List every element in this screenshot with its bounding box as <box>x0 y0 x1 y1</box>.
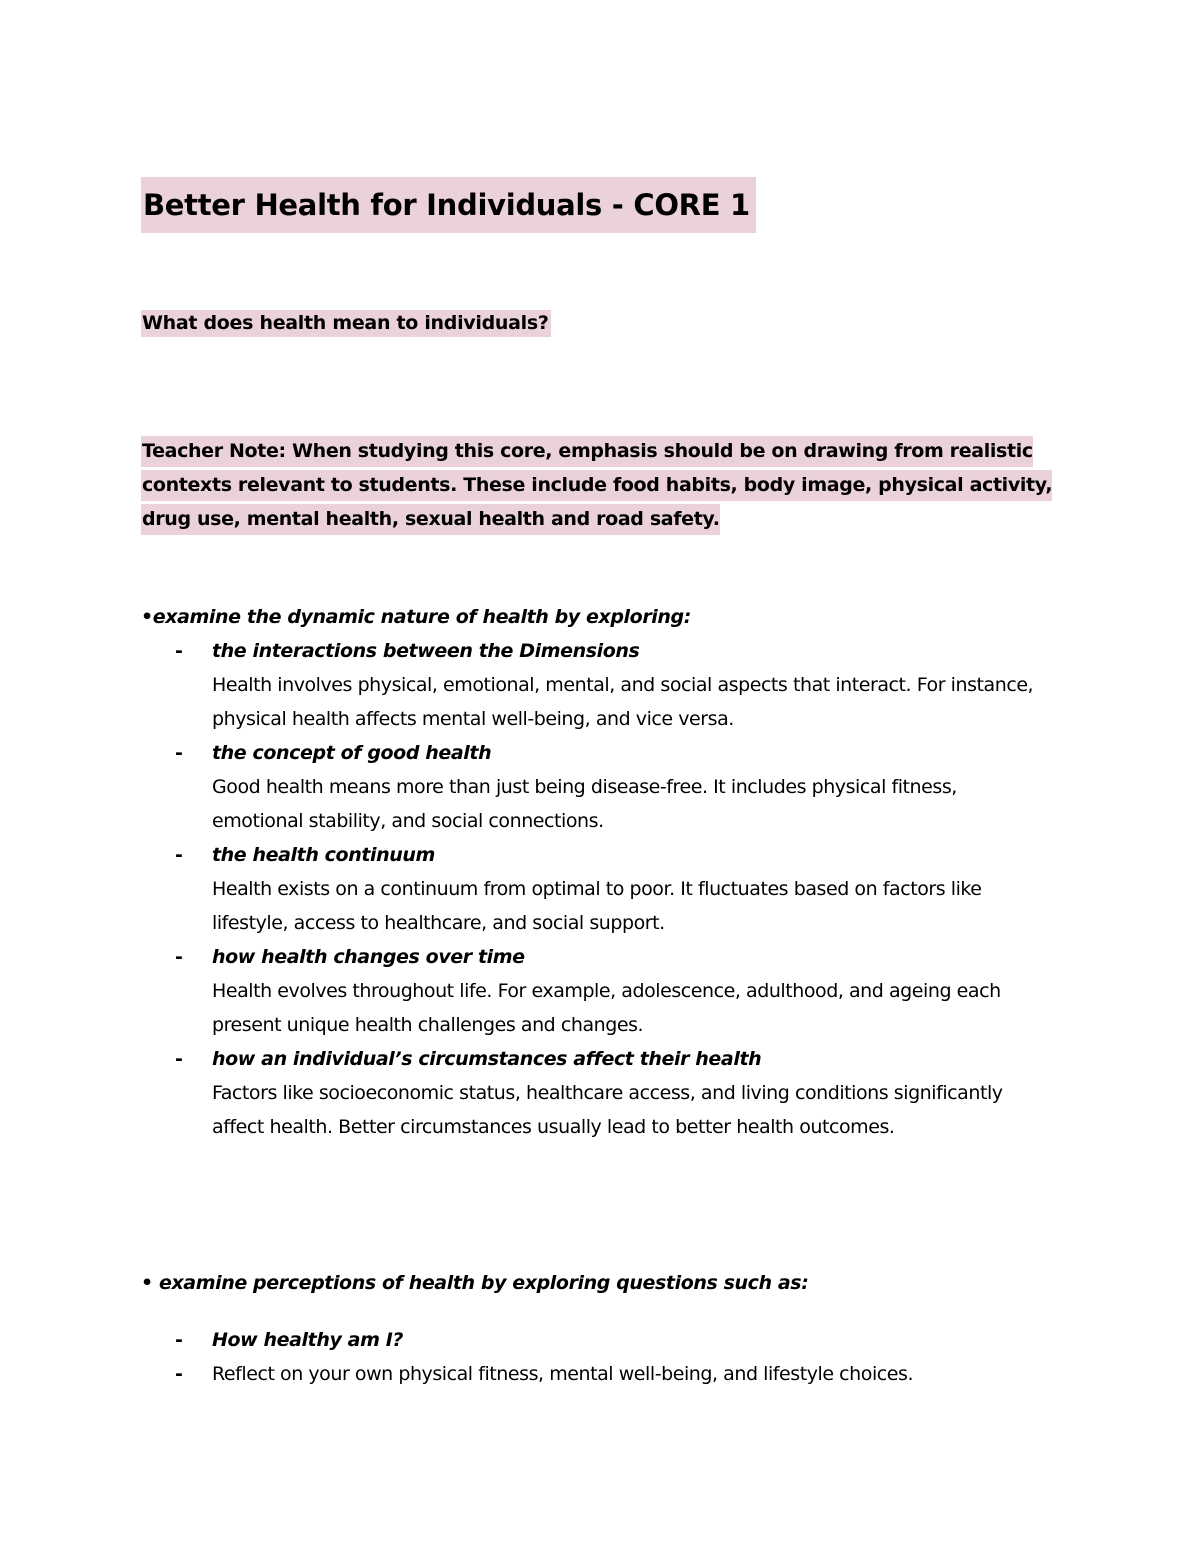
list-dash: - <box>175 1363 183 1385</box>
section-2-list <box>173 1323 1053 1391</box>
section-2-heading: • examine perceptions of health by exploring questions such as: <box>141 1272 809 1294</box>
section-subtitle-text: What does health mean to individuals? <box>141 310 551 337</box>
section-1-heading: •examine the dynamic nature of health by exploring: <box>141 606 691 628</box>
list-dash: - <box>175 1329 183 1351</box>
list-item-heading: how an individual’s circumstances affect their health <box>212 1048 762 1070</box>
list-dash: - <box>175 1048 183 1070</box>
list-item-body: Factors like socioeconomic status, healthcare access, and living conditions significantly affect health. Better circumstances usually lead to better health outcomes. <box>212 1082 1003 1138</box>
list-item-heading: how health changes over time <box>212 946 525 968</box>
list-dash: - <box>175 742 183 764</box>
list-item-text: Reflect on your own physical fitness, mental well-being, and lifestyle choices. <box>212 1363 914 1385</box>
list-item-body: Health evolves throughout life. For example, adolescence, adulthood, and ageing each present unique health challenges and changes. <box>212 980 1001 1036</box>
list-item-body: Health exists on a continuum from optimal to poor. It fluctuates based on factors like lifestyle, access to healthcare, and social support. <box>212 878 982 934</box>
list-item-body: Good health means more than just being disease-free. It includes physical fitness, emotional stability, and social connections. <box>212 776 957 832</box>
document-title <box>141 179 756 232</box>
list-item-question: How healthy am I? <box>212 1329 404 1351</box>
list-item <box>173 1357 1053 1391</box>
list-dash: - <box>175 844 183 866</box>
list-item <box>173 634 1053 736</box>
list-item-heading: the health continuum <box>212 844 435 866</box>
list-item <box>173 940 1053 1042</box>
document-title-text: Better Health for Individuals - CORE 1 <box>141 177 756 233</box>
list-item <box>173 838 1053 940</box>
section-1-list <box>173 634 1053 1144</box>
list-item-heading: the interactions between the Dimensions <box>212 640 640 662</box>
list-item-heading: the concept of good health <box>212 742 492 764</box>
teacher-note <box>141 434 1101 536</box>
list-item <box>173 1323 1053 1357</box>
list-dash: - <box>175 946 183 968</box>
list-item <box>173 1042 1053 1144</box>
list-item-body: Health involves physical, emotional, mental, and social aspects that interact. For instance, physical health affects mental well-being, and vice versa. <box>212 674 1034 730</box>
teacher-note-text: Teacher Note: When studying this core, emphasis should be on drawing from realistic contexts relevant to students. These include food habits, body image, physical activity, drug use, mental health, sexual health and road safety. <box>141 436 1052 535</box>
section-subtitle <box>141 310 551 337</box>
list-dash: - <box>175 640 183 662</box>
list-item <box>173 736 1053 838</box>
